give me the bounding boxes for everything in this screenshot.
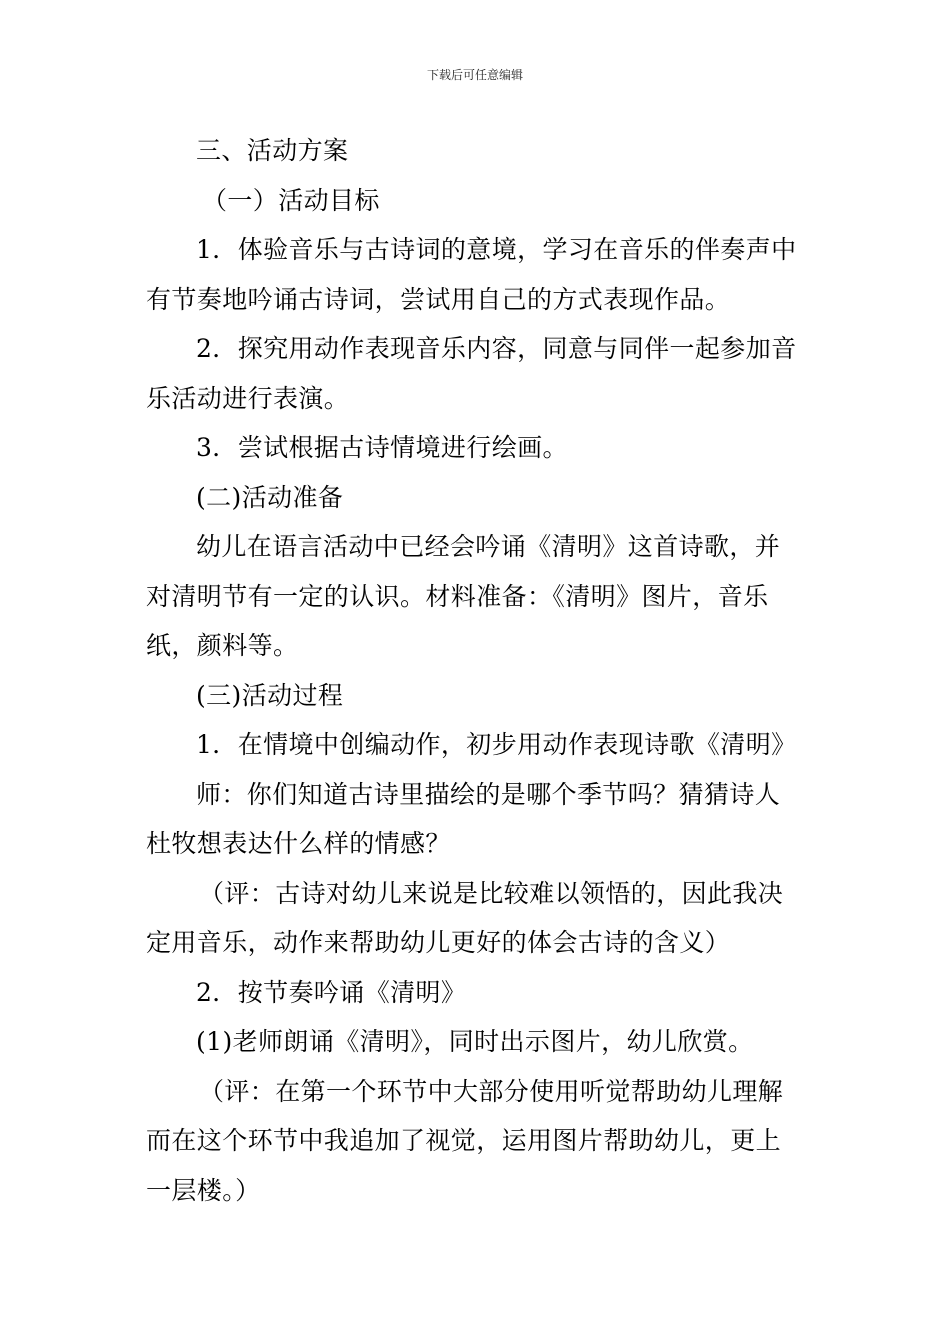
paragraph-line: 有节奏地吟诵古诗词，尝试用自己的方式表现作品。 bbox=[146, 284, 731, 314]
paragraph-line: (1)老师朗诵《清明》，同时出示图片，幼儿欣赏。 bbox=[196, 1027, 754, 1056]
section-heading: 三、活动方案 bbox=[196, 136, 349, 165]
comment-line: 定用音乐，动作来帮助幼儿更好的体会古诗的含义） bbox=[146, 928, 731, 957]
paragraph-line: 纸，颜料等。 bbox=[146, 631, 299, 660]
paragraph-line: 幼儿在语言活动中已经会吟诵《清明》这首诗歌，并 bbox=[196, 532, 781, 561]
paragraph-line: 2．探究用动作表现音乐内容，同意与同伴一起参加音 bbox=[196, 334, 797, 363]
paragraph-line: 乐活动进行表演。 bbox=[146, 383, 350, 413]
page-header: 下载后可任意编辑 bbox=[426, 68, 523, 82]
comment-line: 一层楼。） bbox=[146, 1175, 261, 1205]
paragraph-line: 2．按节奏吟诵《清明》 bbox=[196, 977, 467, 1007]
comment-line: （评：古诗对幼儿来说是比较难以领悟的，因此我决 bbox=[199, 878, 784, 908]
subsection-heading: (二)活动准备 bbox=[196, 482, 344, 512]
paragraph-line: 师：你们知道古诗里描绘的是哪个季节吗？猜猜诗人 bbox=[196, 779, 781, 809]
paragraph-line: 杜牧想表达什么样的情感？ bbox=[146, 829, 451, 858]
comment-line: 而在这个环节中我追加了视觉，运用图片帮助幼儿，更上 bbox=[146, 1126, 782, 1155]
document-body bbox=[146, 126, 810, 1215]
paragraph-line: 对清明节有一定的认识。材料准备：《清明》图片，音乐 bbox=[146, 581, 769, 611]
paragraph-line: 3．尝试根据古诗情境进行绘画。 bbox=[196, 433, 568, 462]
subsection-heading: (三)活动过程 bbox=[196, 680, 344, 710]
paragraph-line: 1．在情境中创编动作，初步用动作表现诗歌《清明》 bbox=[196, 730, 797, 759]
subsection-heading: （一）活动目标 bbox=[202, 185, 380, 215]
comment-line: （评：在第一个环节中大部分使用听觉帮助幼儿理解 bbox=[199, 1076, 784, 1106]
paragraph-line: 1．体验音乐与古诗词的意境，学习在音乐的伴奏声中 bbox=[196, 235, 797, 264]
